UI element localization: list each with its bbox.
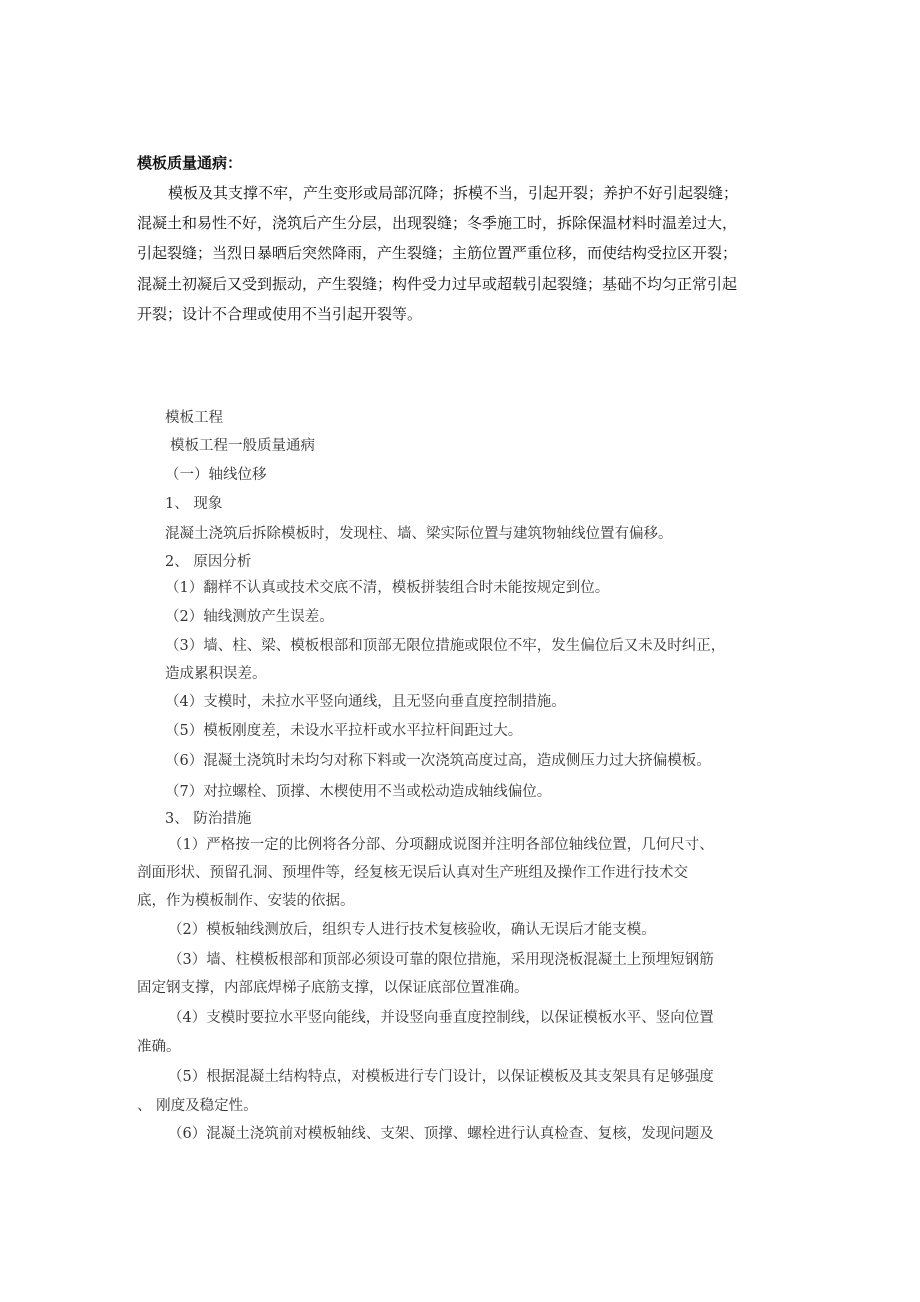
sub1-text: 混凝土浇筑后拆除模板时，发现柱、墙、梁实际位置与建筑物轴线位置有偏移。: [165, 526, 673, 542]
paragraph-line: 开裂；设计不合理或使用不当引起开裂等。: [137, 305, 423, 323]
measure-item: （2）模板轴线测放后，组织专人进行技术复核验收，确认无误后才能支模。: [168, 922, 656, 938]
cause-item: （6）混凝土浇筑时未均匀对称下料或一次浇筑高度过高，造成侧压力过大挤偏模板。: [165, 753, 711, 769]
measure-item: （3）墙、柱模板根部和顶部必须设可靠的限位措施，采用现浇板混凝土上预埋短钢筋: [168, 952, 714, 968]
measure-item: 底，作为模板制作、安装的依据。: [137, 893, 355, 909]
section1-heading: 模板质量通病：: [137, 154, 243, 172]
cause-item: （1）翻样不认真或技术交底不清，模板拼装组合时未能按规定到位。: [165, 580, 610, 596]
section2-title: 模板工程: [165, 410, 223, 426]
measure-item: （4）支模时要拉水平竖向能线，并设竖向垂直度控制线，以保证模板水平、竖向位置: [168, 1010, 714, 1026]
measure-item: 、 刚度及稳定性。: [137, 1098, 258, 1114]
measure-item: 准确。: [137, 1039, 181, 1055]
cause-item: （4）支模时，未拉水平竖向通线，且无竖向垂直度控制措施。: [165, 694, 566, 710]
section2-subtitle: 模板工程一般质量通病: [170, 438, 315, 454]
paragraph-line: 引起裂缝；当烈日暴晒后突然降雨，产生裂缝；主筋位置严重位移，而使结构受拉区开裂；: [137, 244, 738, 262]
sub3-heading: 3、 防治措施: [165, 811, 252, 827]
cause-item: （5）模板刚度差，未设水平拉杆或水平拉杆间距过大。: [165, 723, 523, 739]
sub2-heading: 2、 原因分析: [165, 554, 252, 570]
paragraph-line: 混凝土和易性不好，浇筑后产生分层，出现裂缝；冬季施工时，拆除保温材料时温差过大，: [137, 214, 738, 232]
measure-item: （5）根据混凝土结构特点，对模板进行专门设计，以保证模板及其支架具有足够强度: [168, 1069, 714, 1085]
cause-item: 造成累积误差。: [165, 666, 267, 682]
cause-item: （7）对拉螺栓、顶撑、木楔使用不当或松动造成轴线偏位。: [165, 784, 552, 800]
measure-item: （1）严格按一定的比例将各分部、分项翻成说图并注明各部位轴线位置，几何尺寸、: [168, 837, 714, 853]
item-heading: （一）轴线位移: [165, 467, 267, 483]
measure-item: 剖面形状、预留孔洞、预埋件等，经复核无误后认真对生产班组及操作工作进行技术交: [137, 865, 688, 881]
cause-item: （2）轴线测放产生误差。: [165, 609, 334, 625]
measure-item: 固定钢支撑，内部底焊梯子底筋支撑，以保证底部位置准确。: [137, 980, 529, 996]
measure-item: （6）混凝土浇筑前对模板轴线、支架、顶撑、螺栓进行认真检查、复核，发现问题及: [168, 1126, 714, 1142]
paragraph-line: 混凝土初凝后又受到振动，产生裂缝；构件受力过早或超载引起裂缝；基础不均匀正常引起: [137, 275, 738, 293]
paragraph-line: 模板及其支撑不牢，产生变形或局部沉降；拆模不当，引起开裂；养护不好引起裂缝；: [168, 184, 739, 202]
cause-item: （3）墙、柱、梁、模板根部和顶部无限位措施或限位不牢，发生偏位后又未及时纠正，: [165, 638, 726, 654]
sub1-heading: 1、 现象: [165, 496, 223, 512]
